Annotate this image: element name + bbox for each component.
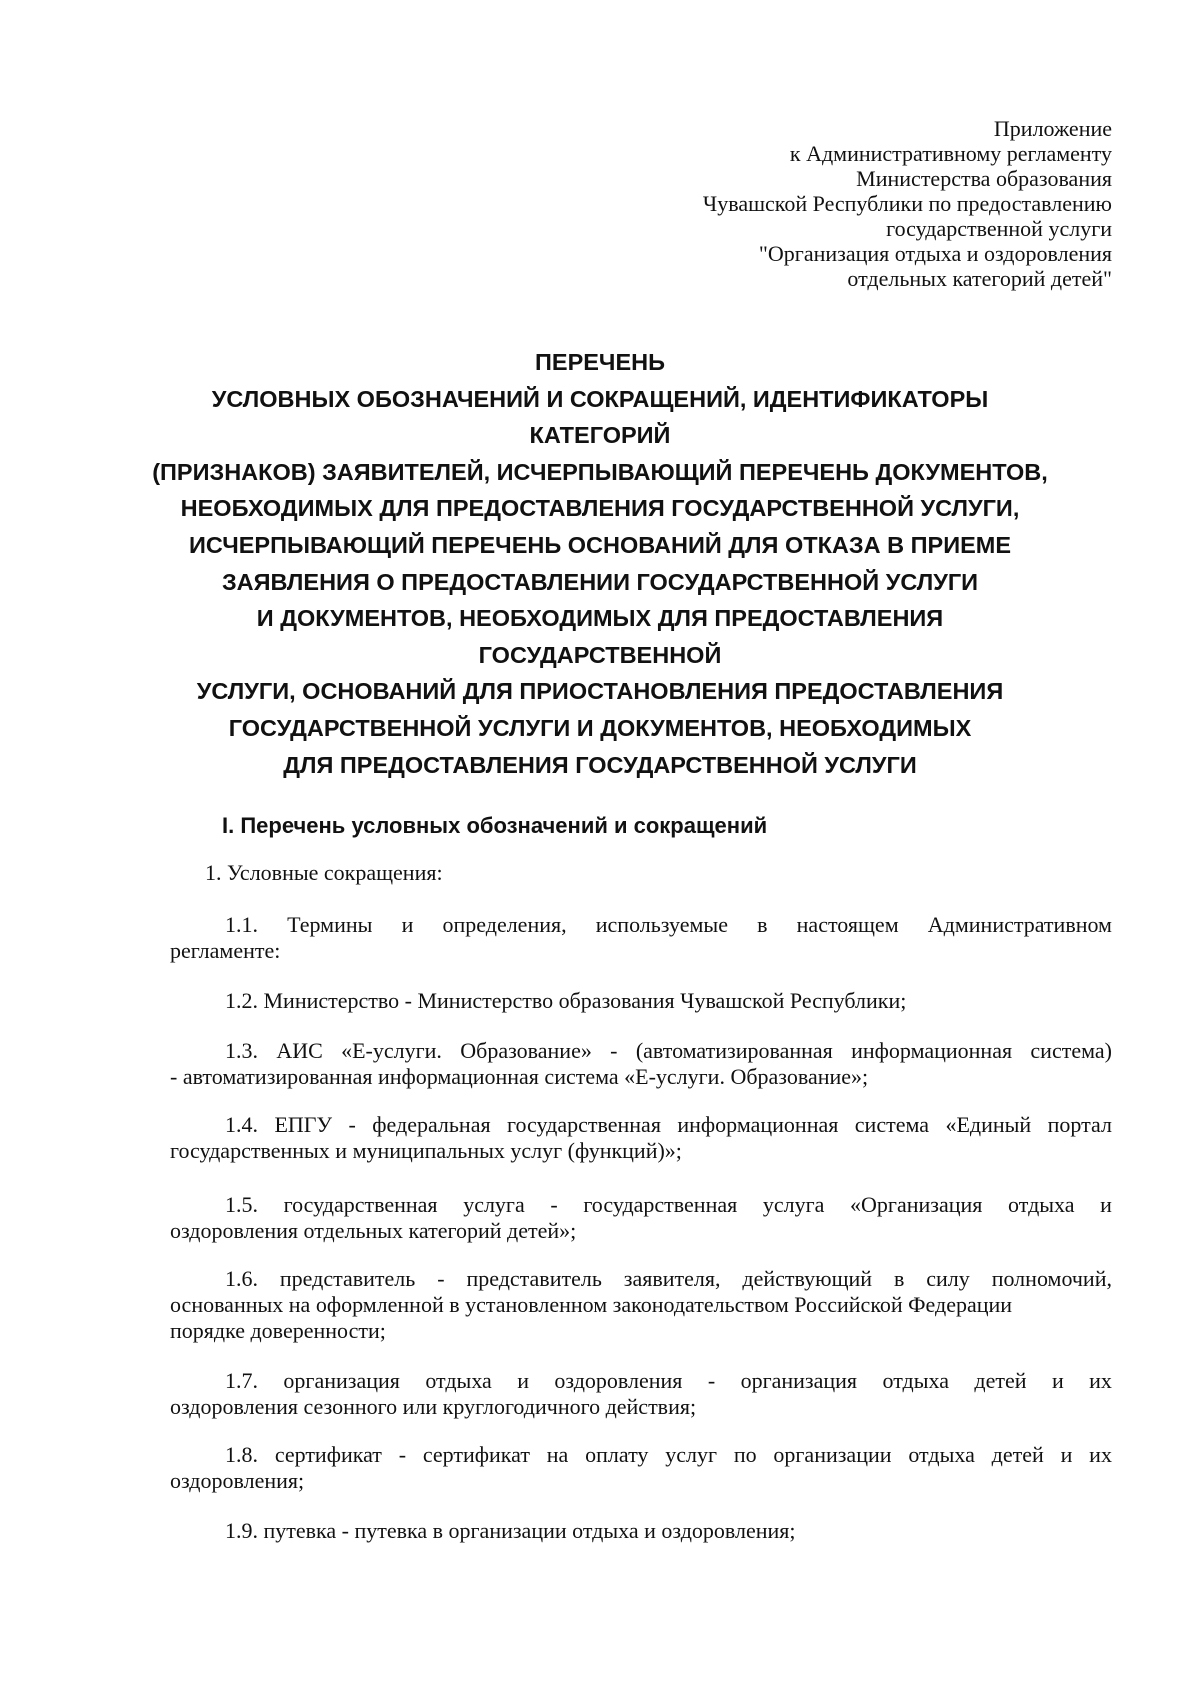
paragraph-1-1 xyxy=(170,912,1112,964)
word: портал xyxy=(1047,1112,1112,1137)
word: «Организация xyxy=(850,1192,983,1217)
word: силу xyxy=(926,1266,970,1291)
appendix-line: Приложение xyxy=(993,116,1112,141)
paragraph-first-line: 1.9. путевка - путевка в организации отдыха и оздоровления; xyxy=(225,1518,796,1543)
word: 1.1. xyxy=(225,912,258,937)
word: - xyxy=(610,1038,618,1063)
word: организация xyxy=(283,1368,400,1393)
word: - xyxy=(348,1112,356,1137)
word: их xyxy=(1089,1368,1112,1393)
word: 1.5. xyxy=(225,1192,258,1217)
word: услуга xyxy=(463,1192,525,1217)
word: ЕПГУ xyxy=(274,1112,333,1137)
appendix-line: Министерства образования xyxy=(856,166,1112,191)
word: (автоматизированная xyxy=(635,1038,833,1063)
title-line: ГОСУДАРСТВЕННОЙ xyxy=(478,641,722,668)
word: заявителя, xyxy=(623,1266,721,1291)
title-line: ДЛЯ ПРЕДОСТАВЛЕНИЯ ГОСУДАРСТВЕННОЙ УСЛУГИ xyxy=(283,751,917,778)
paragraph-line: государственных и муниципальных услуг (функций)»; xyxy=(170,1138,682,1163)
word: сертификат xyxy=(274,1442,382,1467)
word: государственная xyxy=(583,1192,738,1217)
section-heading: I. Перечень условных обозначений и сокращений xyxy=(222,813,768,838)
paragraph-first-line xyxy=(170,1038,1112,1064)
paragraph-line: оздоровления отдельных категорий детей»; xyxy=(170,1218,577,1243)
word: отдыха xyxy=(1008,1192,1075,1217)
paragraph-1-2 xyxy=(170,988,1112,1014)
word: организация xyxy=(740,1368,858,1393)
paragraph-1-3 xyxy=(170,1038,1112,1090)
paragraph-1-9 xyxy=(170,1518,1112,1544)
word: государственная xyxy=(507,1112,661,1137)
word: и xyxy=(1100,1192,1112,1217)
paragraph-line: - автоматизированная информационная система «Е-услуги. Образование»; xyxy=(170,1064,869,1089)
word: «Е-услуги. xyxy=(341,1038,442,1063)
word: по xyxy=(733,1442,757,1467)
paragraph-line: основанных на оформленной в установленном законодательством Российской Федерации xyxy=(170,1292,1013,1317)
paragraph-1-6 xyxy=(170,1266,1112,1344)
word: отдыха xyxy=(882,1368,949,1393)
word: федеральная xyxy=(372,1112,491,1137)
word: 1.8. xyxy=(225,1442,258,1467)
word: и xyxy=(1051,1368,1064,1393)
word: - xyxy=(437,1266,445,1291)
paragraph-line: оздоровления; xyxy=(170,1468,305,1493)
title-line: УСЛОВНЫХ ОБОЗНАЧЕНИЙ И СОКРАЩЕНИЙ, ИДЕНТИФИКАТОРЫ xyxy=(211,385,989,412)
word: представитель xyxy=(466,1266,602,1291)
paragraph-1-5 xyxy=(170,1192,1112,1244)
paragraph-first-line xyxy=(170,1266,1112,1292)
word: информационная xyxy=(851,1038,1013,1063)
word: 1.6. xyxy=(225,1266,258,1291)
word: сертификат xyxy=(422,1442,530,1467)
word: действующий xyxy=(742,1266,873,1291)
word: государственная xyxy=(283,1192,438,1217)
word: в xyxy=(893,1266,905,1291)
paragraph-line: порядке доверенности; xyxy=(170,1318,386,1343)
word: - xyxy=(707,1368,716,1393)
word: и xyxy=(517,1368,529,1393)
word: используемые xyxy=(595,912,728,937)
paragraph-first-line xyxy=(170,1192,1112,1218)
word: и xyxy=(401,912,414,937)
title-line: (ПРИЗНАКОВ) ЗАЯВИТЕЛЕЙ, ИСЧЕРПЫВАЮЩИЙ ПЕРЕЧЕНЬ ДОКУМЕНТОВ, xyxy=(152,458,1048,485)
word: «Единый xyxy=(945,1112,1032,1137)
word: Административном xyxy=(927,912,1112,937)
word: система xyxy=(854,1112,930,1137)
paragraph-first-line xyxy=(170,1368,1112,1394)
word: оздоровления xyxy=(554,1368,683,1393)
word: детей xyxy=(974,1368,1027,1393)
word: услуга xyxy=(762,1192,825,1217)
title-line: ИСЧЕРПЫВАЮЩИЙ ПЕРЕЧЕНЬ ОСНОВАНИЙ ДЛЯ ОТКАЗА В ПРИЕМЕ xyxy=(188,531,1012,558)
title-line: И ДОКУМЕНТОВ, НЕОБХОДИМЫХ ДЛЯ ПРЕДОСТАВЛЕНИЯ xyxy=(256,605,944,632)
word: 1.4. xyxy=(225,1112,258,1137)
word: организации xyxy=(773,1442,892,1467)
paragraph-first-line: 1.2. Министерство - Министерство образования Чувашской Республики; xyxy=(225,988,907,1013)
appendix-line: государственной услуги xyxy=(886,216,1112,241)
paragraph-1-4 xyxy=(170,1112,1112,1164)
word: полномочий, xyxy=(991,1266,1112,1291)
word: 1.3. xyxy=(225,1038,258,1063)
paragraph-first-line xyxy=(170,1442,1112,1468)
word: услуг xyxy=(665,1442,717,1467)
word: на xyxy=(546,1442,569,1467)
title-line: УСЛУГИ, ОСНОВАНИЙ ДЛЯ ПРИОСТАНОВЛЕНИЯ ПРЕДОСТАВЛЕНИЯ xyxy=(196,678,1004,705)
title-line: НЕОБХОДИМЫХ ДЛЯ ПРЕДОСТАВЛЕНИЯ ГОСУДАРСТВЕННОЙ УСЛУГИ, xyxy=(180,495,1020,522)
word: оплату xyxy=(585,1442,649,1467)
paragraph-first-line xyxy=(170,1112,1112,1138)
word: настоящем xyxy=(796,912,899,937)
appendix-line: "Организация отдыха и оздоровления xyxy=(758,241,1112,266)
appendix-line: отдельных категорий детей" xyxy=(847,266,1112,291)
title-line: ГОСУДАРСТВЕННОЙ УСЛУГИ И ДОКУМЕНТОВ, НЕОБХОДИМЫХ xyxy=(228,714,972,741)
word: информационная xyxy=(677,1112,839,1137)
title-line: КАТЕГОРИЙ xyxy=(529,422,671,449)
word: Термины xyxy=(287,912,373,937)
word: Образование» xyxy=(460,1038,592,1063)
paragraph-line: оздоровления сезонного или круглогодичного действия; xyxy=(170,1394,697,1419)
word: и xyxy=(1060,1442,1073,1467)
appendix-line: к Административному регламенту xyxy=(789,141,1112,166)
word: отдыха xyxy=(425,1368,492,1393)
word: представитель xyxy=(279,1266,416,1291)
word: определения, xyxy=(442,912,567,937)
word: детей xyxy=(991,1442,1044,1467)
appendix-note xyxy=(703,116,1112,291)
word: АИС xyxy=(276,1038,323,1063)
word: 1.7. xyxy=(225,1368,258,1393)
paragraph-1-8 xyxy=(170,1442,1112,1494)
document-title xyxy=(0,344,1200,783)
title-line: ЗАЯВЛЕНИЯ О ПРЕДОСТАВЛЕНИИ ГОСУДАРСТВЕННОЙ УСЛУГИ xyxy=(221,568,979,595)
word: система) xyxy=(1030,1038,1112,1063)
paragraph-1-7 xyxy=(170,1368,1112,1420)
title-line: ПЕРЕЧЕНЬ xyxy=(535,349,665,375)
word: - xyxy=(398,1442,407,1467)
paragraph-first-line xyxy=(170,912,1112,938)
appendix-line: Чувашской Республики по предоставлению xyxy=(702,191,1112,216)
word: - xyxy=(550,1192,558,1217)
list-item: 1. Условные сокращения: xyxy=(205,860,443,885)
word: их xyxy=(1089,1442,1112,1467)
paragraph-line: регламенте: xyxy=(170,938,281,963)
word: отдыха xyxy=(908,1442,975,1467)
word: в xyxy=(757,912,768,937)
